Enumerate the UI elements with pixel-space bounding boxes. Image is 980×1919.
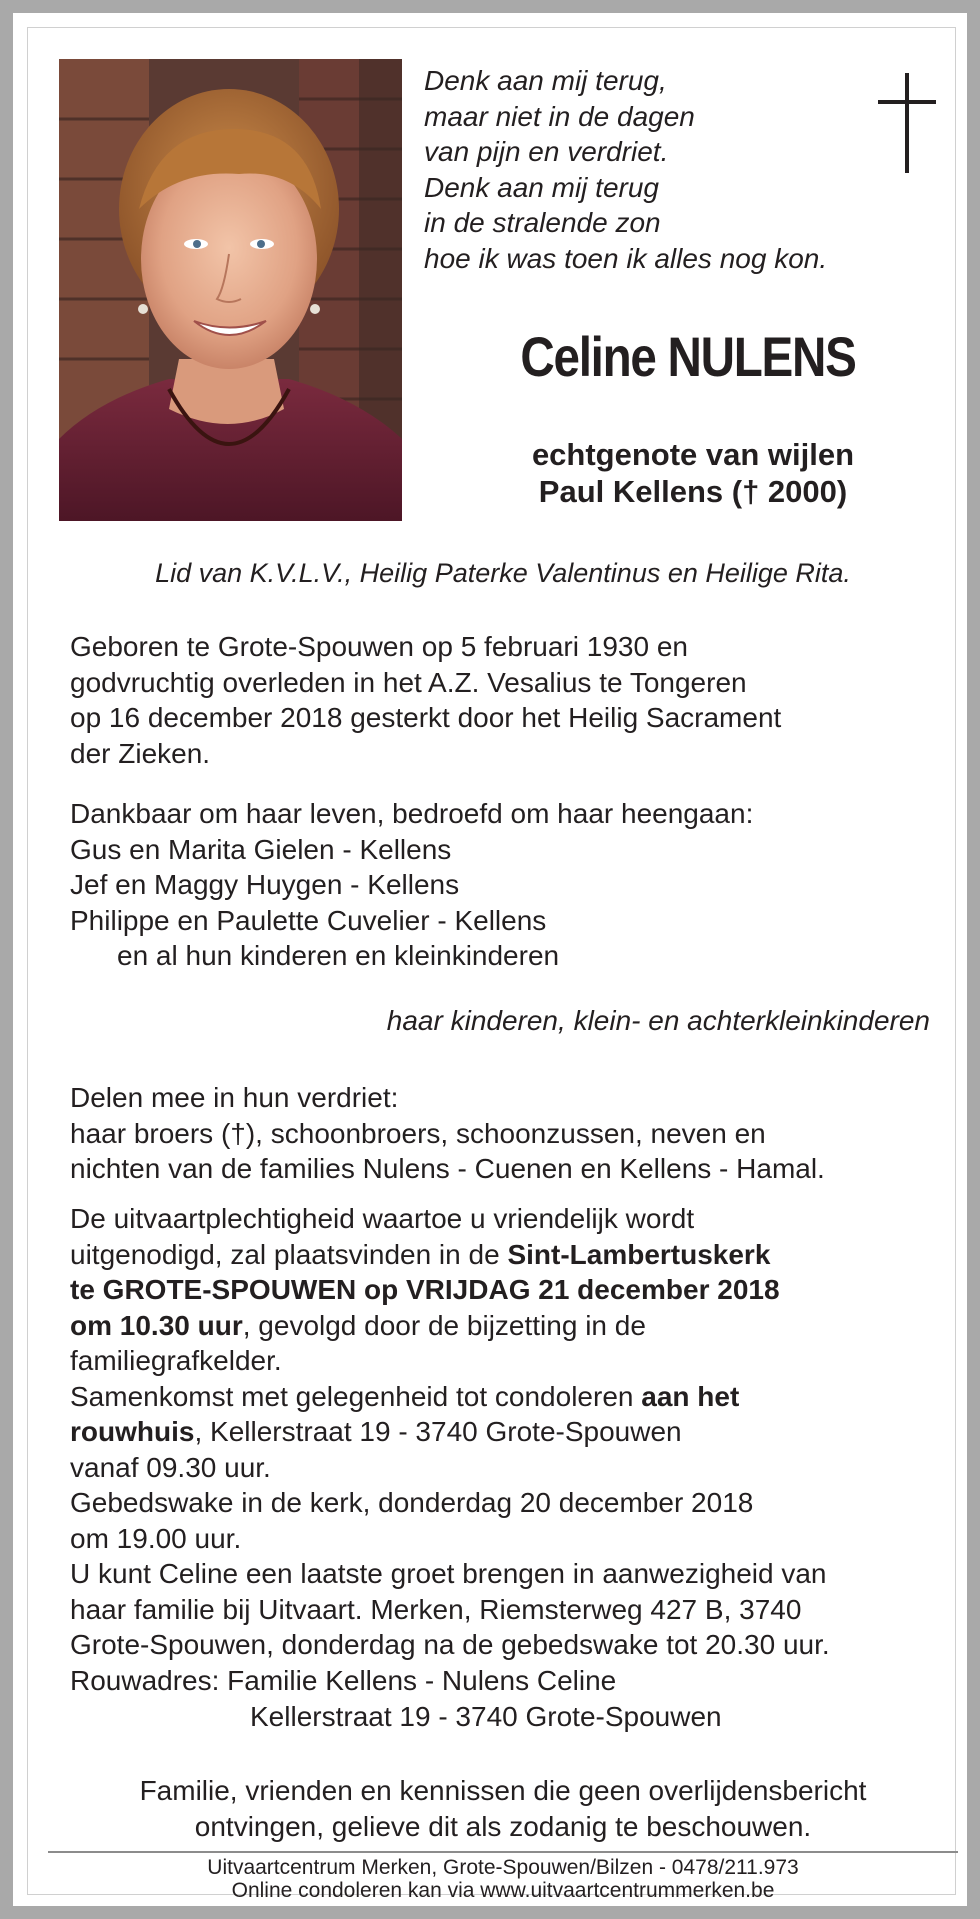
footer-line: Uitvaartcentrum Merken, Grote-Spouwen/Bilzen - 0478/211.973: [207, 1856, 799, 1879]
text-span: , gevolgd door de bijzetting in de: [242, 1309, 646, 1341]
text-line: op 16 december 2018 gesterkt door het Heilig Sacrament: [70, 702, 782, 733]
footer-divider: [48, 1851, 958, 1853]
text-line: Dankbaar om haar leven, bedroefd om haar heengaan:: [70, 798, 754, 829]
text-line: nichten van de families Nulens - Cuenen en Kellens - Hamal.: [70, 1153, 825, 1184]
poem-line: hoe ik was toen ik alles nog kon.: [424, 242, 828, 274]
text-line: [70, 1379, 950, 1415]
family-line: Gus en Marita Gielen - Kellens: [70, 833, 452, 865]
text-line: haar broers (†), schoonbroers, schoonzussen, neven en: [70, 1117, 766, 1149]
text-line: Geboren te Grote-Spouwen op 5 februari 1930 en: [70, 631, 688, 662]
text-line: om 19.00 uur.: [70, 1522, 242, 1554]
bold-span: rouwhuis: [70, 1416, 195, 1447]
spouse-line: echtgenote van wijlen: [531, 437, 855, 472]
poem-line: Denk aan mij terug,: [424, 65, 667, 96]
text-line: [70, 1414, 950, 1450]
family-line: Philippe en Paulette Cuvelier - Kellens: [70, 904, 547, 936]
funeral-date: te GROTE-SPOUWEN op VRIJDAG 21 december 2018: [70, 1274, 780, 1305]
poem-line: Denk aan mij terug: [424, 171, 660, 203]
text-line: Gebedswake in de kerk, donderdag 20 december 2018: [70, 1487, 754, 1518]
text-line: De uitvaartplechtigheid waartoe u vriendelijk wordt: [70, 1203, 695, 1234]
grandchildren-line: en al hun kinderen en kleinkinderen: [117, 940, 560, 971]
poem-line: van pijn en verdriet.: [424, 136, 669, 167]
text-line: [70, 1308, 950, 1344]
text-line: godvruchtig overleden in het A.Z. Vesalius te Tongeren: [70, 666, 747, 698]
deceased-name: Celine NULENS: [520, 325, 856, 388]
membership-line: Lid van K.V.L.V., Heilig Paterke Valentinus en Heilige Rita.: [155, 558, 851, 588]
spouse-line: Paul Kellens († 2000): [538, 474, 848, 509]
text-line: Delen mee in hun verdriet:: [70, 1082, 399, 1113]
text-line: familiegrafkelder.: [70, 1345, 282, 1376]
funeral-paragraph: [70, 1201, 950, 1663]
text-span: Samenkomst met gelegenheid tot condoleren: [70, 1380, 642, 1412]
closing-note: [53, 1773, 953, 1844]
portrait-illustration: [59, 59, 402, 521]
text-line: Grote-Spouwen, donderdag na de gebedswake tot 20.30 uur.: [70, 1629, 830, 1660]
text-line: der Zieken.: [70, 737, 211, 769]
poem-line: maar niet in de dagen: [424, 100, 695, 132]
text-span: , Kellerstraat 19 - 3740 Grote-Spouwen: [194, 1416, 682, 1447]
grateful-paragraph: [70, 796, 950, 974]
footer: [53, 1856, 953, 1902]
poem: [424, 63, 864, 276]
text-line: [70, 1237, 950, 1273]
church-name: Sint-Lambertuskerk: [507, 1238, 771, 1270]
footer-line: Online condoleren kan via www.uitvaartcentrummerken.be: [231, 1879, 775, 1902]
latin-cross-icon: [878, 73, 936, 173]
share-paragraph: [70, 1080, 950, 1187]
funeral-time: om 10.30 uur: [70, 1309, 243, 1341]
text-line: haar familie bij Uitvaart. Merken, Riemsterweg 427 B, 3740: [70, 1593, 802, 1625]
address-line: Rouwadres: Familie Kellens - Nulens Celine: [70, 1665, 617, 1696]
text-line: [70, 1272, 950, 1308]
text-line: U kunt Celine een laatste groet brengen in aanwezigheid van: [70, 1558, 827, 1589]
birth-death-paragraph: [70, 629, 950, 771]
address-line: Kellerstraat 19 - 3740 Grote-Spouwen: [250, 1700, 722, 1732]
text-line: ontvingen, gelieve dit als zodanig te beschouwen.: [194, 1810, 812, 1842]
children-line: haar kinderen, klein- en achterkleinkinderen: [386, 1005, 930, 1036]
spouse-info: [458, 436, 928, 510]
text-line: Familie, vrienden en kennissen die geen overlijdensbericht: [139, 1775, 867, 1806]
text-line: vanaf 09.30 uur.: [70, 1451, 271, 1483]
portrait-photo: [59, 59, 402, 521]
mourning-address: [70, 1663, 950, 1734]
poem-line: in de stralende zon: [424, 207, 661, 238]
text-span: uitgenodigd, zal plaatsvinden in de: [70, 1238, 508, 1270]
family-line: Jef en Maggy Huygen - Kellens: [70, 869, 460, 900]
bold-span: aan het: [641, 1380, 740, 1412]
